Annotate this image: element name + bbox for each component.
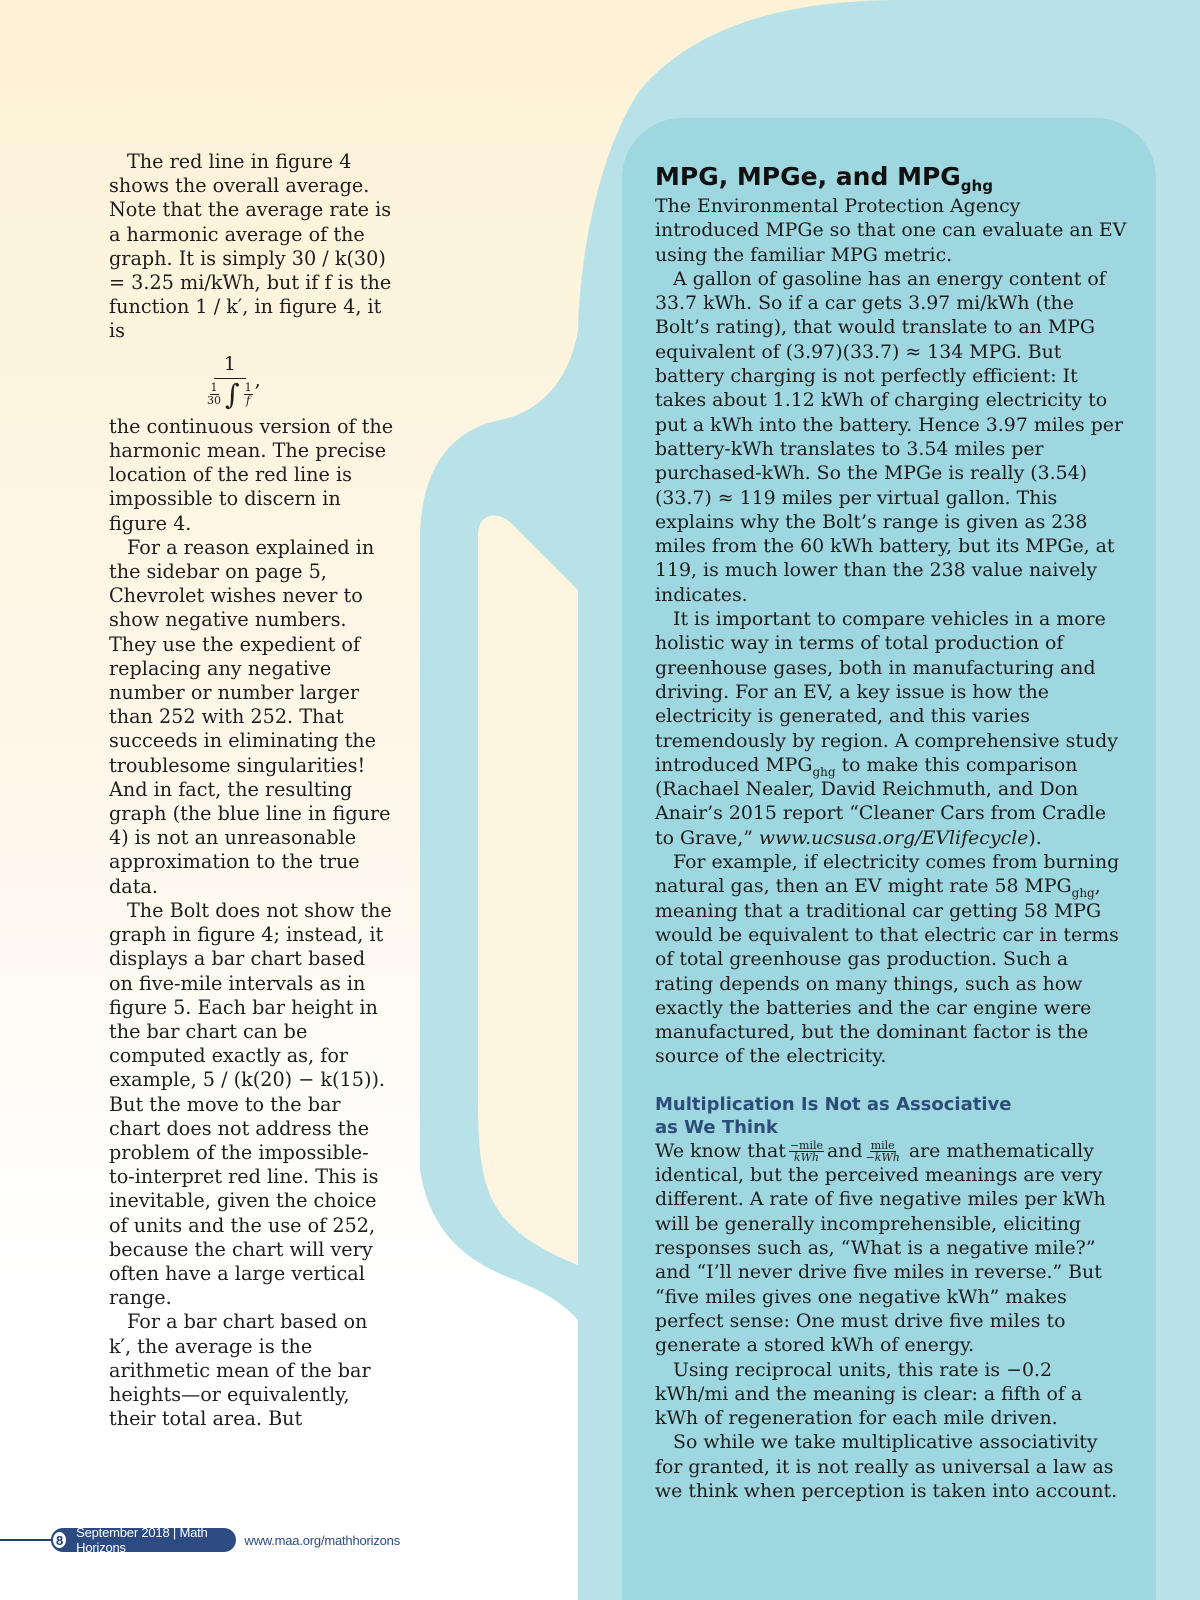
fraction-negative-mile: −mile kWh: [789, 1139, 824, 1165]
left-paragraph-4: The Bolt does not show the graph in figure 4; instead, it displays a bar chart based on five-mile intervals as in figure 5. Each bar height in the bar chart can be computed exactly as, for example, 5 / (k(20) − k(15)). But the move to the bar chart does not address the problem of the impossible-to-interpret red line. This is inevitable, given the choice of units and the use of 252, because the chart will very often have a large vertical range.: [109, 898, 392, 1310]
sidebar-paragraph-7: So while we take multiplicative associativity for granted, it is not really as universal a law as we think when perception is taken into account.: [655, 1431, 1118, 1503]
left-paragraph-3: For a reason explained in the sidebar on page 5, Chevrolet wishes never to show negative numbers. They use the expedient of replacing any negative number or number larger than 252 with 252. That succeeds in eliminating the troublesome singularities! And in fact, the resulting graph (the blue line in figure 4) is not an unreasonable approximation to the true data.: [109, 535, 391, 898]
integral-symbol: ∫: [225, 377, 240, 411]
left-column: [109, 150, 394, 1431]
footer-rule: [0, 1539, 51, 1541]
sidebar: [655, 162, 1130, 1503]
formula-f-den: f: [246, 394, 251, 408]
harmonic-mean-formula: [205, 352, 394, 409]
footer-url[interactable]: www.maa.org/mathhorizons: [244, 1532, 400, 1548]
sidebar-paragraph-3: It is important to compare vehicles in a more holistic way in terms of total production of greenhouse gases, both in manufacturing and driving. For an EV, a key issue is how the electricity is generated, and this varies tremendously by region. A comprehensive study introduced $MPG_{ghg}$ to make this comparison (Rachael Nealer, David Reichmuth, and Don Anair’s 2015 report “Cleaner Cars from Cradle to Grave,” www.ucsusa.org/EVlifecycle).: [655, 608, 1118, 849]
page-footer: [0, 1525, 400, 1555]
sidebar-paragraph-2: A gallon of gasoline has an energy content of 33.7 kWh. So if a car gets 3.97 mi/kWh (the Bolt’s rating), that would translate to an MPG equivalent of (3.97)(33.7) ≈ 134 MPG. But battery charging is not perfectly efficient: It takes about 1.12 kWh of charging electricity to put a kWh into the battery. Hence 3.97 miles per battery-kWh translates to 3.54 miles per purchased-kWh. So the MPGe is really (3.54)(33.7) ≈ 119 miles per virtual gallon. This explains why the Bolt’s range is given as 238 miles from the 60 kWh battery, but its MPGe, at 119, is much lower than the 238 value naively indicates.: [655, 267, 1124, 606]
sidebar-paragraph-5: We know that −mile kWh and mile −kWh are mathematically identical, but the perceived meanings are very different. A rate of five negative miles per kWh will be generally incomprehensible, eliciting responses such as, “What is a negative mile?” and “I’ll never drive five miles in reverse.” But “five miles gives one negative kWh” makes perfect sense: One must drive five miles to generate a stored kWh of energy.: [655, 1139, 1106, 1357]
footer-issue-pill: [51, 1525, 236, 1555]
sidebar-title-subscript: ghg: [960, 177, 993, 195]
left-paragraph-1: The red line in figure 4 shows the overall average. Note that the average rate is a harmonic average of the graph. It is simply 30 / k(30) = 3.25 mi/kWh, but if f is the function 1 / k′, in figure 4, it is: [109, 150, 392, 343]
footer-issue: September 2018 | Math Horizons: [76, 1525, 208, 1555]
left-paragraph-5: For a bar chart based on k′, the average is the arithmetic mean of the bar heights—or equivalently, their total area. But: [109, 1310, 371, 1431]
sidebar-subheading: Multiplication Is Not as Associative as We Think: [655, 1093, 1012, 1138]
formula-denominator: [205, 379, 255, 409]
sidebar-paragraph-4: For example, if electricity comes from burning natural gas, then an EV might rate 58 $MPG_{ghg}$, meaning that a traditional car getting 58 MPG would be equivalent to that electric car in terms of total greenhouse gas production. Such a rating depends on many things, such as how exactly the batteries and the car engine were manufactured, but the dominant factor is the source of the electricity.: [655, 851, 1120, 1068]
jug-handle-hole: [478, 516, 578, 1265]
report-link: www.ucsusa.org/EVlifecycle: [758, 826, 1029, 849]
sidebar-paragraph-6: Using reciprocal units, this rate is −0.2 kWh/mi and the meaning is clear: a fifth of a kWh of regeneration for each mile driven.: [655, 1358, 1083, 1430]
page-number: 8: [51, 1530, 68, 1550]
formula-numerator: 1: [214, 352, 246, 379]
formula-small-num: 1: [210, 381, 218, 395]
left-paragraph-2: the continuous version of the harmonic mean. The precise location of the red line is impossible to discern in figure 4.: [109, 414, 394, 535]
sidebar-paragraph-1: The Environmental Protection Agency introduced MPGe so that one can evaluate an EV using the familiar MPG metric.: [655, 195, 1127, 266]
formula-comma: ,: [254, 368, 261, 392]
fraction-negative-kwh: mile −kWh: [865, 1139, 900, 1165]
sidebar-title: MPG, MPGe, and $MPG_{ghg}$: [655, 162, 993, 195]
formula-f-num: 1: [244, 381, 252, 395]
formula-fraction: [205, 352, 255, 409]
formula-small-den: 30: [207, 394, 221, 408]
